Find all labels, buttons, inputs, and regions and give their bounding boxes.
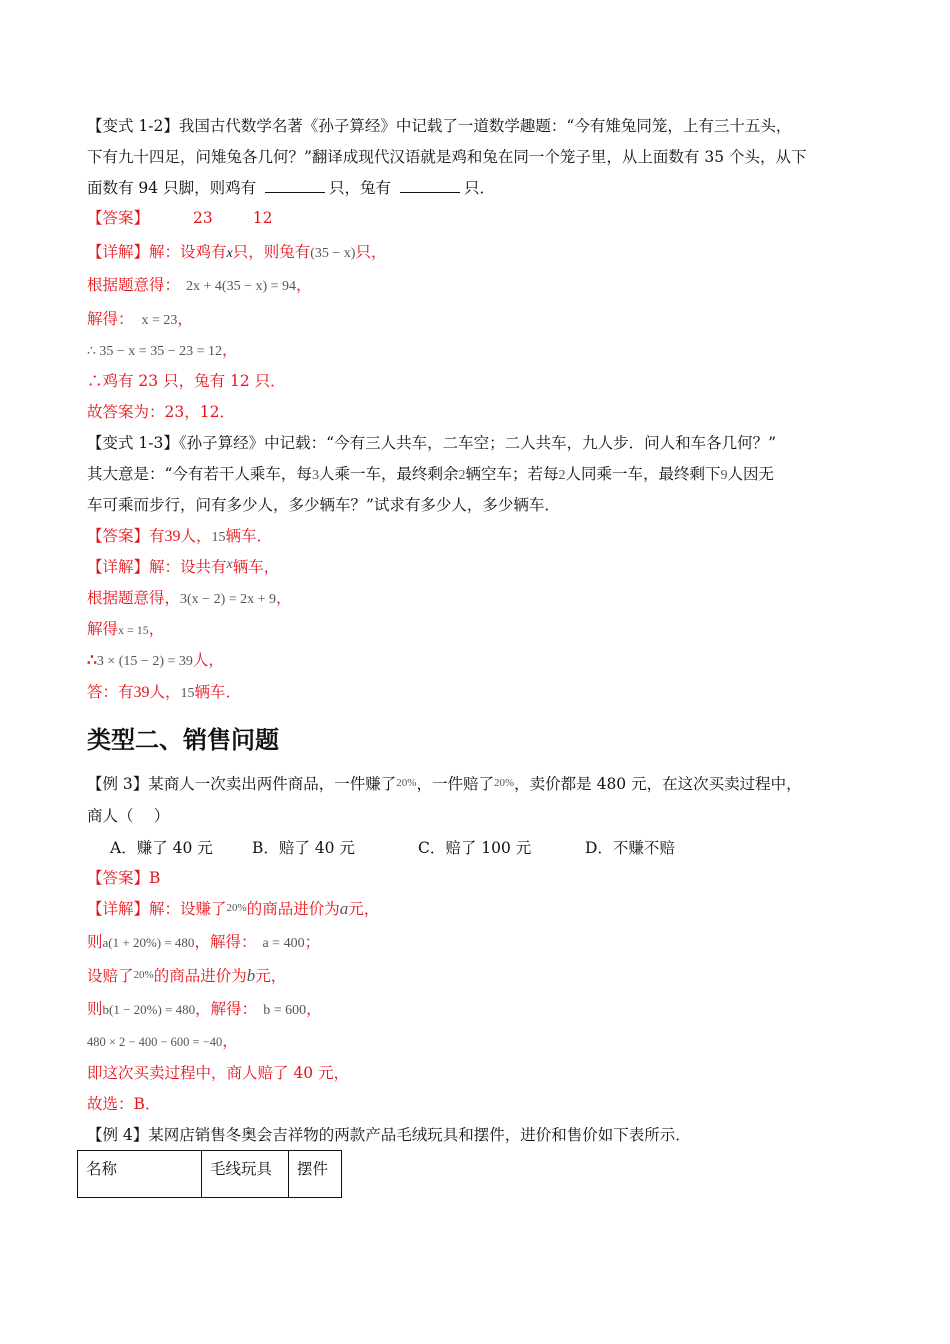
math-expr: x = 23 [141,313,178,328]
table-row [78,1151,342,1198]
math-percent: 20% [493,777,515,789]
text: ， [296,276,312,294]
math-num: 15 [180,686,195,701]
v12-line-3 [87,177,495,199]
math-expr: b = 600 [263,1003,307,1018]
text: 其大意是：“今有若干人乘车，每 [87,465,312,483]
text: 解得： [87,310,134,328]
text: 人乘一车，最终剩余 [318,465,459,483]
text: ，解得： [194,933,257,951]
v13-detail-3 [87,618,164,641]
text: 辆空车；若每 [465,465,559,483]
text: 的商品进价为 [153,967,247,985]
v13-answer [87,525,272,549]
math-expr: x = 15 [118,623,149,637]
answer-label: 【答案】 [87,527,150,545]
math-expr: b(1 − 20%) = 480 [102,1002,196,1017]
text: 元， [255,967,287,985]
option-b[interactable]: B．赔了 40 元 [252,839,355,857]
answer-value-2: 12 [252,209,273,227]
section-heading: 类型二、销售问题 [87,726,279,754]
text: 只，则兔有 [232,243,311,261]
text: 设赔了 [87,967,134,985]
v12-detail-3 [87,308,193,332]
ex3-line-1 [87,773,802,797]
math-expr: a = 400 [262,936,305,951]
text: ， [276,589,292,607]
text: 【例 3】某商人一次卖出两件商品，一件赚了 [87,775,397,793]
ex4-line-1: 【例 4】某网店销售冬奥会吉祥物的两款产品毛绒玩具和摆件，进价和售价如下表所示． [87,1126,691,1144]
table-header-cell: 摆件 [289,1151,342,1198]
text: 则 [87,933,103,951]
math-var: x [226,557,233,572]
math-num: 39 [164,528,181,545]
v12-answer [87,207,272,229]
v12-line-3-b: 只，兔有 [329,179,396,197]
v12-detail-4 [87,339,238,363]
ex3-line-2: 商人（ ） [87,807,170,825]
v12-detail-5: ∴鸡有 23 只，兔有 12 只． [87,372,286,390]
math-expr: ∴ 35 − x = 35 − 23 = 12 [87,344,222,359]
v12-line-3-a: 面数有 94 只脚，则鸡有 [87,179,262,197]
v12-detail-1 [87,241,387,265]
text: 根据题意得， [87,589,181,607]
math-var: a [339,899,349,918]
text: 人同乘一车，最终剩下 [565,465,721,483]
math-num: 2 [558,468,566,483]
text: ，卖价都是 480 元，在这次买卖过程中， [514,775,802,793]
math-expr: (35 − x) [310,246,356,261]
text: ， [148,620,165,638]
v12-line-1: 【变式 1-2】我国古代数学名著《孙子算经》中记载了一道数学趣题：“今有雉兔同笼，上有三十五头， [87,117,792,135]
table-header-cell: 名称 [78,1151,202,1198]
v13-line-1: 【变式 1-3】《孙子算经》中记载：“今有三人共车，二车空；二人共车，九人步．问人和车各几何？” [87,434,776,452]
answer-label: 【答案】 [87,209,150,227]
therefore-symbol: ∴ [87,650,97,669]
v13-detail-2 [87,587,292,611]
math-num: 2 [458,468,466,483]
text: ， [222,341,238,359]
blank-rabbit [400,178,460,193]
math-percent: 20% [396,777,417,789]
text: 人， [192,651,224,669]
v13-detail-5 [87,681,241,705]
text: 【详解】解：设共有 [87,558,227,576]
price-table [77,1150,342,1198]
math-num: 39 [133,684,150,701]
text: 【详解】解：设赚了 [87,900,227,918]
text: 元， [348,900,380,918]
math-num: 3 [311,468,319,483]
v12-line-3-c: 只． [463,179,495,197]
v13-detail-1 [87,556,279,580]
option-d[interactable]: D．不赚不赔 [585,839,675,857]
math-percent: 20% [226,902,247,914]
ex3-detail-7: 故选：B． [87,1095,161,1113]
blank-chicken [265,178,325,193]
math-expr: 2x + 4(35 − x) = 94 [186,279,297,294]
ex3-detail-1 [87,898,379,922]
text: 人， [149,683,181,701]
text: 解得 [87,620,119,638]
math-num: 15 [211,530,226,545]
text: 辆车． [194,683,242,701]
text: ，解得： [195,1000,258,1018]
text: 答：有 [87,683,134,701]
v13-detail-4 [87,649,224,673]
v12-detail-6: 故答案为：23，12． [87,403,235,421]
option-c[interactable]: C．赔了 100 元 [418,839,532,857]
text: 人因无 [727,465,774,483]
table-header-cell: 毛线玩具 [202,1151,289,1198]
text: 只， [355,243,387,261]
text: 【详解】解：设鸡有 [87,243,227,261]
option-a[interactable]: A．赚了 40 元 [110,839,213,857]
math-expr: 3 × (15 − 2) = 39 [96,654,193,669]
text: ； [304,933,321,951]
text: ，一件赔了 [416,775,494,793]
text: 辆车． [225,527,273,545]
text: 则 [87,1000,103,1018]
text: ， [177,310,193,328]
ex3-detail-6: 即这次买卖过程中，商人赔了 40 元， [87,1064,350,1082]
ex3-detail-2 [87,931,320,955]
text: 有 [149,527,165,545]
v12-line-2: 下有九十四足，问雉兔各几何？”翻译成现代汉语就是鸡和兔在同一个笼子里，从上面数有 35 个头，从下 [87,148,807,166]
math-num: 9 [720,468,728,483]
math-var: b [246,966,256,985]
text: ， [306,1000,322,1018]
math-expr: 3(x − 2) = 2x + 9 [180,592,277,607]
math-percent: 20% [133,969,154,981]
v12-detail-2 [87,274,312,298]
ex3-detail-3 [87,965,286,989]
text: 的商品进价为 [246,900,340,918]
v13-line-3: 车可乘而步行，问有多少人，多少辆车？”试求有多少人，多少辆车． [87,496,560,514]
math-expr: 480 × 2 − 400 − 600 = −40 [87,1035,223,1049]
ex3-detail-4 [87,998,322,1022]
ex3-answer: 【答案】B [87,869,161,887]
ex3-detail-5 [87,1030,238,1053]
math-var: x [226,246,233,261]
text: ， [222,1032,238,1050]
answer-value-1: 23 [193,209,213,227]
v13-line-2 [87,463,774,487]
text: 辆车， [232,558,280,576]
text: 人， [180,527,212,545]
math-expr: a(1 + 20%) = 480 [102,935,195,950]
text: 根据题意得： [87,276,181,294]
